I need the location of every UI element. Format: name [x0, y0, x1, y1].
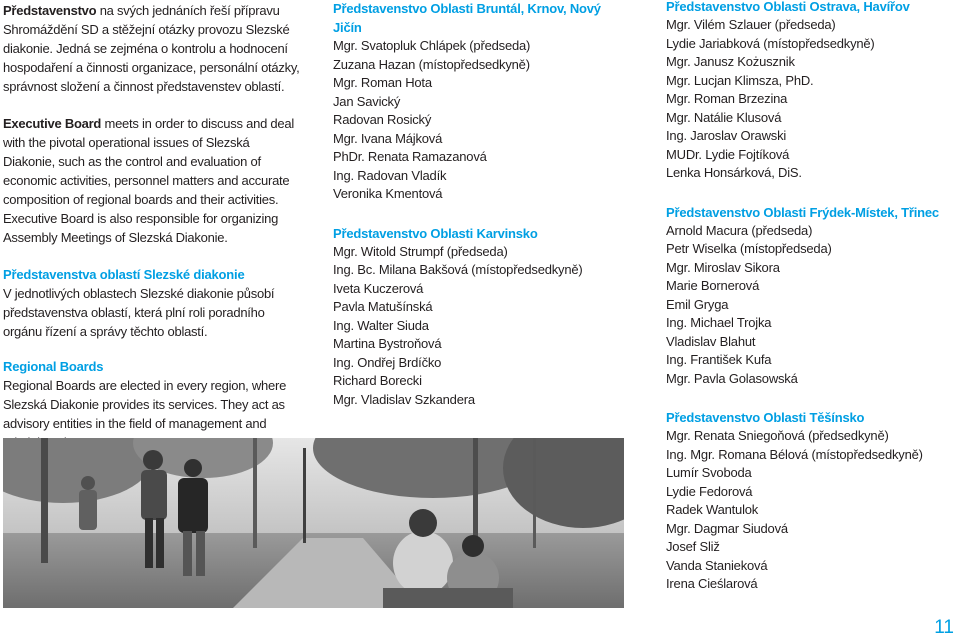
list-item: Mgr. Roman Brzezina: [666, 91, 788, 106]
park-photo-illustration: [3, 438, 624, 608]
list-item: Mgr. Vladislav Szkandera: [333, 391, 475, 407]
list-item: Mgr. Roman Hota: [333, 75, 432, 90]
list-item: Mgr. Lucjan Klimsza, PhD.: [666, 72, 814, 88]
list-item: Ing. Jaroslav Orawski: [666, 128, 787, 143]
intro-text: na svých jednáních řeší přípravu Shromáždění SD a stěžejní otázky provozu Slezské diakonie. Jedná se zejména o kontrolu a hodnocení hospodaření a činnosti organizace, personální otázky, správnost složení a činnost představenstev oblastí.: [3, 3, 300, 94]
list-item: Ing. Michael Trojka: [666, 315, 772, 330]
ostrava-members: [666, 16, 956, 183]
list-item: Radovan Rosický: [333, 112, 432, 127]
list-item: Richard Borecki: [333, 373, 422, 388]
list-item: Martina Bystroňová: [333, 336, 442, 351]
regional-cz-text: V jednotlivých oblastech Slezské diakonie působí představenstva oblastí, která plní roli poradního orgánu řízení a správy těchto oblastí.: [3, 286, 275, 339]
regional-en-heading: Regional Boards: [3, 359, 104, 374]
karvina-members: [333, 243, 623, 410]
tesin-heading: Představenstvo Oblasti Těšínsko: [666, 410, 865, 425]
list-item: Ing. Radovan Vladík: [333, 167, 447, 183]
list-item: Iveta Kuczerová: [333, 280, 424, 296]
karvina-heading: Představenstvo Oblasti Karvinsko: [333, 225, 538, 241]
frydek-heading: Představenstvo Oblasti Frýdek-Místek, Třinec: [666, 204, 939, 220]
intro-lead: Představenstvo: [3, 3, 97, 18]
list-item: Lydie Jariabková (místopředsedkyně): [666, 35, 875, 51]
list-item: Ing. Mgr. Romana Bélová (místopředsedkyně): [666, 446, 923, 462]
list-item: Mgr. Svatopluk Chlápek (předseda): [333, 38, 531, 53]
page-number: 11: [934, 617, 954, 638]
list-item: MUDr. Lydie Fojtíková: [666, 146, 790, 162]
frydek-members: [666, 222, 956, 389]
ostrava-heading: Představenstvo Oblasti Ostrava, Havířov: [666, 0, 910, 14]
list-item: Mgr. Renata Sniegoňová (předsedkyně): [666, 428, 889, 443]
executive-paragraph: [3, 114, 301, 247]
list-item: Pavla Matušínská: [333, 299, 433, 314]
list-item: Mgr. Miroslav Sikora: [666, 259, 780, 275]
regional-en-text: Regional Boards are elected in every region, where Slezská Diakonie provides its services. They act as advisory entities in the field of management and: [3, 378, 287, 431]
middle-column: [333, 0, 623, 409]
executive-text: meets in order to discuss and deal with the pivotal operational issues of Slezská Diakonie, such as the control and evaluation of economic activities, personnel matters and accurate composition of regional boards and their activities. Executive Board is also responsible for organizing Assembly Meetings of Slezská Diakonie.: [3, 116, 294, 245]
list-item: Vladislav Blahut: [666, 333, 756, 349]
list-item: Zuzana Hazan (místopředsedkyně): [333, 56, 530, 72]
list-item: Mgr. Ivana Májková: [333, 130, 443, 146]
list-item: Mgr. Vilém Szlauer (předseda): [666, 17, 836, 32]
list-item: Josef Sliž: [666, 539, 720, 554]
list-item: Jan Savický: [333, 93, 401, 109]
bruntal-members: [333, 37, 623, 204]
list-item: Lenka Honsárková, DiS.: [666, 165, 802, 180]
list-item: Radek Wantulok: [666, 502, 759, 517]
list-item: Emil Gryga: [666, 296, 729, 312]
tesin-members: [666, 427, 956, 594]
list-item: Ing. František Kufa: [666, 352, 772, 367]
list-item: Marie Bornerová: [666, 278, 760, 293]
list-item: Mgr. Dagmar Siudová: [666, 520, 788, 536]
list-item: PhDr. Renata Ramazanová: [333, 149, 487, 164]
list-item: Ing. Bc. Milana Bakšová (místopředsedkyně): [333, 262, 583, 277]
list-item: Mgr. Natálie Klusová: [666, 109, 782, 125]
intro-paragraph: [3, 1, 301, 96]
list-item: Ing. Walter Siuda: [333, 317, 429, 333]
executive-lead: Executive Board: [3, 116, 102, 131]
list-item: Ing. Ondřej Brdíčko: [333, 354, 442, 370]
list-item: Arnold Macura (předseda): [666, 222, 813, 238]
list-item: Lumír Svoboda: [666, 465, 752, 480]
right-column: [666, 0, 956, 594]
list-item: Lydie Fedorová: [666, 483, 753, 499]
list-item: Mgr. Witold Strumpf (předseda): [333, 243, 508, 259]
left-column: [3, 0, 301, 452]
list-item: Petr Wiselka (místopředseda): [666, 241, 832, 256]
list-item: Mgr. Janusz Kożusznik: [666, 54, 795, 69]
regional-cz-heading: Představenstva oblastí Slezské diakonie: [3, 267, 245, 282]
list-item: Mgr. Pavla Golasowská: [666, 370, 798, 386]
bruntal-heading: Představenstvo Oblasti Bruntál, Krnov, Nový Jičín: [333, 1, 601, 35]
list-item: Irena Cieślarová: [666, 576, 758, 591]
list-item: Veronika Kmentová: [333, 186, 443, 201]
park-photo: [3, 438, 624, 608]
list-item: Vanda Stanieková: [666, 557, 768, 573]
